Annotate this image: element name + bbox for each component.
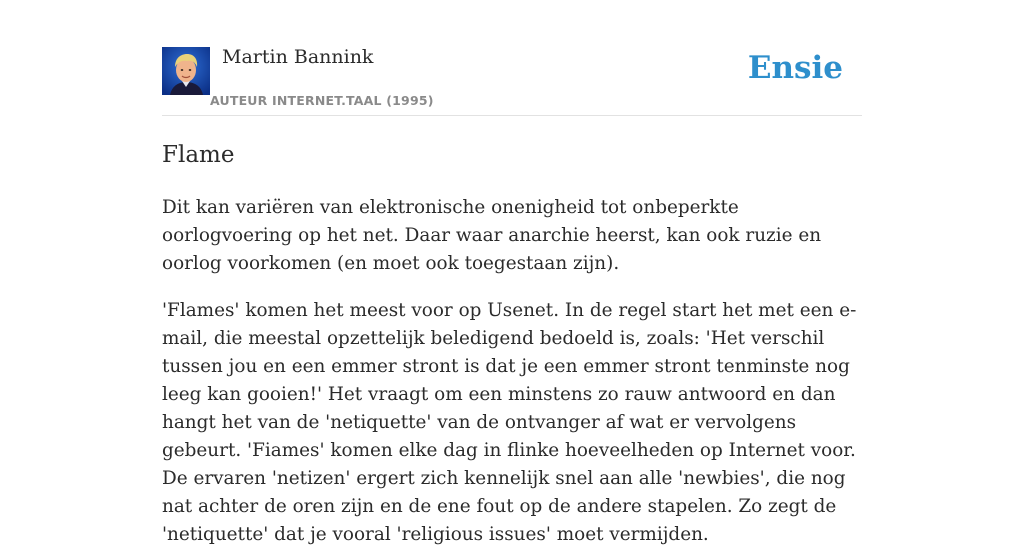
page-title: Flame: [162, 142, 235, 168]
author-name[interactable]: Martin Bannink: [222, 46, 374, 68]
ensie-logo[interactable]: Ensie: [747, 50, 843, 86]
article-page: [162, 0, 862, 545]
author-portrait-icon: [162, 47, 210, 95]
article-header: [162, 0, 862, 116]
article-paragraph: 'Flames' komen het meest voor op Usenet. In de regel start het met een e-mail, die meestal opzettelijk beledigend bedoeld is, zoals: 'Het verschil tussen jou en een emmer stront is dat je een emmer stront tenminste nog leeg kan gooien!' Het vraagt om een minstens zo rauw antwoord en dan hangt het van de 'netiquette' van de ontvanger af wat er vervolgens gebeurt. 'Fiames' komen elke dag in flinke hoeveelheden op Internet voor. De ervaren 'netizen' ergert zich kennelijk snel aan alle 'newbies', die nog nat achter de oren zijn en de ene fout op de andere stapelen. Zo zegt de 'netiquette' dat je vooral 'religious issues' moet vermijden.: [162, 300, 857, 545]
article-paragraph: Dit kan variëren van elektronische onenigheid tot onbeperkte oorlogvoering op het net. Daar waar anarchie heerst, kan ook ruzie en oorlog voorkomen (en moet ook toegestaan zijn).: [162, 197, 822, 274]
author-avatar[interactable]: [162, 47, 210, 95]
author-meta: AUTEUR INTERNET.TAAL (1995): [210, 93, 434, 108]
